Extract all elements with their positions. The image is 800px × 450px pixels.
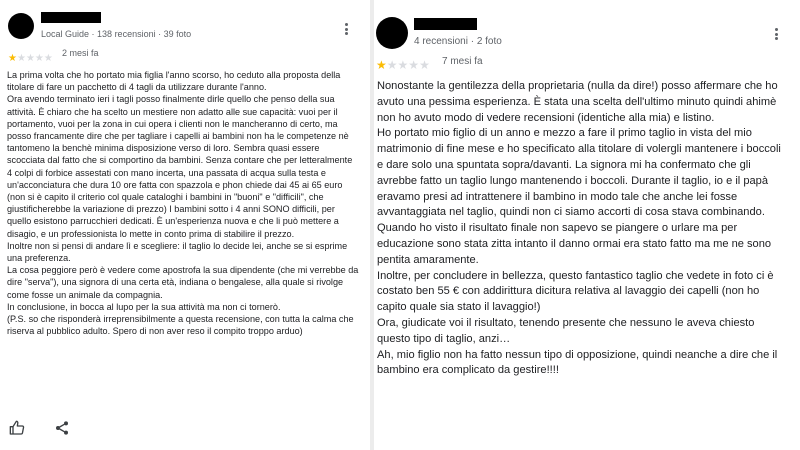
more-options-icon[interactable] bbox=[771, 25, 781, 43]
review-paragraph: (P.S. so che risponderà irreprensibilmente a questa recensione, con tutta la calma che riserva al pubblico adulto. Spero di non aver reso il compito troppo arduo) bbox=[7, 314, 354, 337]
star-empty-icon: ★ bbox=[386, 58, 398, 72]
review-paragraph: Ho portato mio figlio di un anno e mezzo a fare il primo taglio in vista del mio matrimonio di fine mese e ho specificato alla titolare di volergli mantenere i boccoli e dare solo una spuntata sopra/davanti. La signora mi ha confermato che gli avrebbe fatto un taglio lungo mantenendo i boccoli. Durante il taglio, io e il papà eravamo presi ad intrattenere il bambino in modo tale che anche lei fosse avvantaggiata nel taglio, quindi non ci siamo accorti di cosa stava combinando. Quando ho visto il risultato finale non sapevo se piangere o urlare ma per educazione sono stata zitta intanto il danno ormai era stato fatto ma me ne sono pentita amaramente. bbox=[377, 127, 781, 266]
review-text bbox=[377, 79, 789, 379]
photo-count: 39 foto bbox=[163, 29, 192, 39]
review-paragraph: La prima volta che ho portato mia figlia l'anno scorso, ho ceduto alla proposta della titolare di fare un pacchetto di 4 tagli da utilizzare durante l'anno. bbox=[7, 70, 341, 93]
reviewer-name-redacted[interactable] bbox=[41, 12, 101, 23]
review-paragraph: Ora avendo terminato ieri i tagli posso finalmente dirle quello che penso della sua attività. È chiaro che ha scelto un mestiere non adatto alle sue capacità: vuoi per il portamento, vuoi per la zona in cui opera i clienti non le mancheranno di certo, ma posso francamente dire che per tagliare i capelli ai bambini non ha le competenze nè tantomeno la benchè minima disposizione verso di loro. Sembra quasi essere scocciata dal fatto che si comportino da bambini. Senza contare che per letteralmente 4 colpi di forbice assestati con mano incerta, una passata di acqua sulla testa e un'acconciatura che dura 10 ore fatta con spazzola e phon chiede dai 45 ai 65 euro (non si è capito il criterio col quale cataloghi i bambini in "buoni" e "difficili", che giustificherebbe la variazione di prezzo) I bambini sotto i 4 anni SONO difficili, per quello esistono parrucchieri dedicati. È un'esperienza nuova e che li può mettere a disagio, e un professionista lo mette in conto prima di stabilire il prezzo. bbox=[7, 94, 353, 239]
reviewer-name-redacted[interactable] bbox=[414, 18, 477, 30]
reviewer-meta: Local Guide · 138 recensioni · 39 foto bbox=[41, 29, 192, 39]
star-rating bbox=[376, 57, 430, 73]
reviewer-avatar[interactable] bbox=[8, 13, 34, 39]
star-empty-icon: ★ bbox=[16, 53, 26, 64]
star-empty-icon: ★ bbox=[25, 53, 35, 64]
more-options-icon[interactable] bbox=[341, 20, 351, 38]
review-paragraph: Inoltre, per concludere in bellezza, questo fantastico taglio che vedete in foto ci è costato ben 55 € con addirittura dicitura relativa al lavaggio dei capelli (non ho capito quale sia stato il lavaggio!) bbox=[377, 269, 774, 314]
star-rating bbox=[8, 49, 53, 65]
share-icon[interactable] bbox=[54, 420, 70, 436]
review-count: 138 recensioni bbox=[97, 29, 156, 39]
review-paragraph: In conclusione, in bocca al lupo per la sua attività ma non ci tornerò. bbox=[7, 301, 281, 312]
star-empty-icon: ★ bbox=[419, 58, 430, 72]
reviewer-meta: 4 recensioni · 2 foto bbox=[414, 36, 502, 47]
thumb-up-icon[interactable] bbox=[9, 420, 25, 436]
review-paragraph: Nonostante la gentilezza della proprietaria (nulla da dire!) posso affermare che ho avuto una pessima esperienza. È stata una scelta dell'ultimo minuto quindi ahimè non ho avuto modo di vedere recensioni (identiche alla mia) e listino. bbox=[377, 80, 778, 124]
review-paragraph: Inoltre non si pensi di andare lì e scegliere: il taglio lo decide lei, anche se si esprime una preferenza. bbox=[7, 240, 348, 264]
review-count: 4 recensioni bbox=[414, 36, 468, 47]
review-text bbox=[7, 69, 359, 337]
star-filled-icon: ★ bbox=[8, 53, 17, 64]
review-date: 7 mesi fa bbox=[442, 56, 483, 67]
review-paragraph: Ora, giudicate voi il risultato, tenendo presente che nessuno le aveva chiesto questo tipo di taglio, anzi… bbox=[377, 316, 755, 345]
review-card-left bbox=[0, 0, 372, 450]
local-guide-badge: Local Guide bbox=[41, 29, 90, 39]
review-paragraph: La cosa peggiore però è vedere come apostrofa la sua dipendente (che mi verrebbe da dire "serva"), una signora di una certa età, indiana o bengalese, alla quale si rivolge come fosse un animale da compagnia. bbox=[7, 265, 359, 300]
review-paragraph: Ah, mio figlio non ha fatto nessun tipo di opposizione, quindi neanche a dire che il bambino era complicato da gestire!!!! bbox=[377, 348, 778, 377]
star-empty-icon: ★ bbox=[34, 53, 44, 64]
star-empty-icon: ★ bbox=[397, 58, 409, 72]
review-date: 2 mesi fa bbox=[62, 48, 99, 58]
reviewer-avatar[interactable] bbox=[376, 17, 408, 49]
star-empty-icon: ★ bbox=[43, 53, 53, 64]
star-filled-icon: ★ bbox=[376, 58, 387, 72]
star-empty-icon: ★ bbox=[408, 58, 420, 72]
photo-count: 2 foto bbox=[476, 36, 502, 47]
